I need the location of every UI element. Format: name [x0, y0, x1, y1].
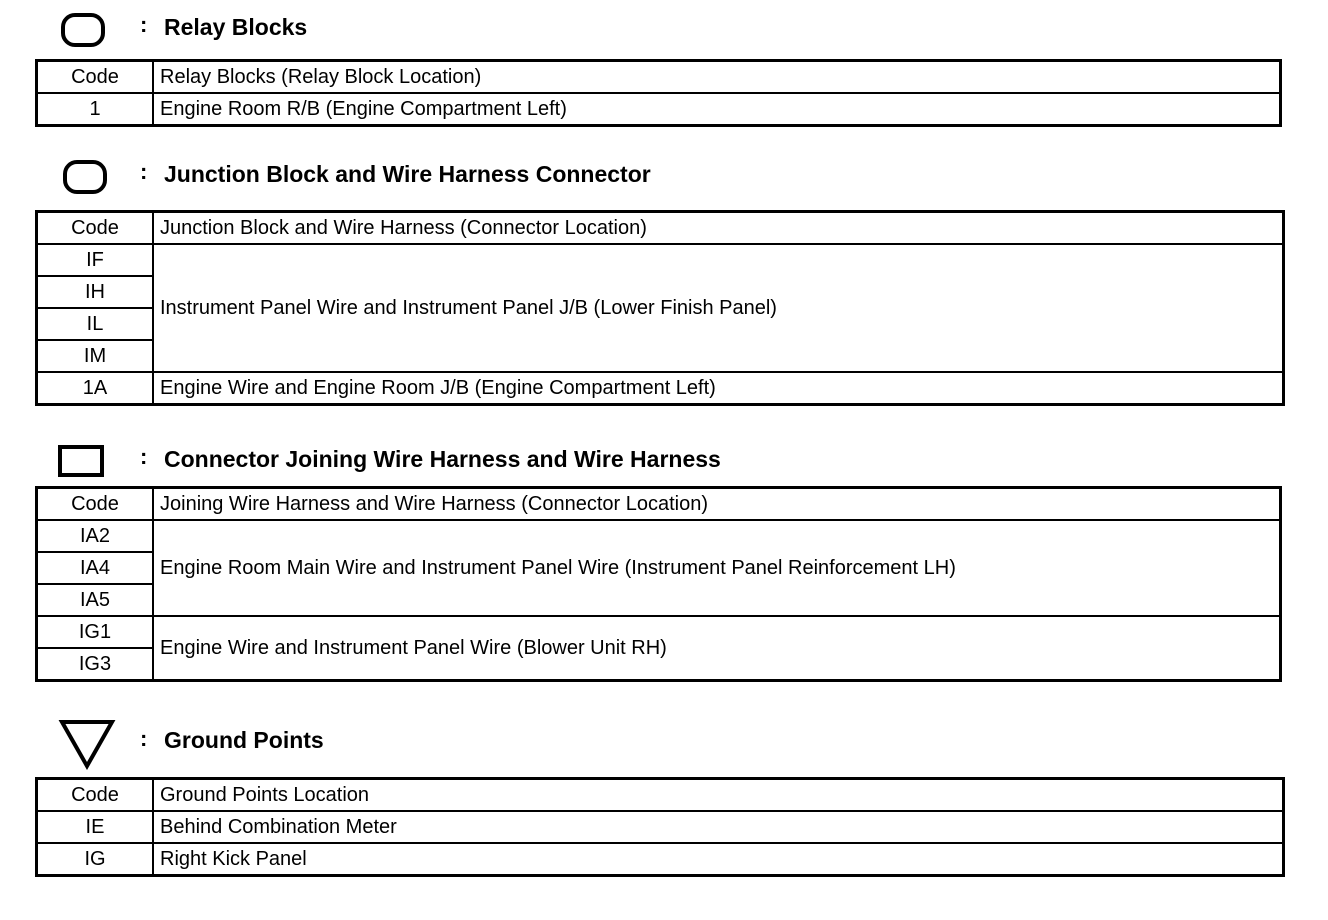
- table-header-row: [37, 61, 1281, 94]
- location-cell: Instrument Panel Wire and Instrument Panel J/B (Lower Finish Panel): [153, 244, 1284, 372]
- table-header-row: [37, 212, 1284, 245]
- colon: :: [140, 726, 148, 751]
- connector-joining-table: [35, 486, 1282, 682]
- code-cell: IM: [37, 340, 154, 372]
- table-row: [37, 244, 1284, 276]
- triangle-down-icon: [58, 718, 116, 770]
- section-relay-blocks-header: [0, 8, 1328, 52]
- code-cell: IH: [37, 276, 154, 308]
- relay-blocks-table: [35, 59, 1282, 127]
- code-cell: IA5: [37, 584, 154, 616]
- code-cell: 1A: [37, 372, 154, 405]
- table-row: [37, 811, 1284, 843]
- colon: :: [140, 444, 148, 469]
- location-cell: Engine Wire and Instrument Panel Wire (Blower Unit RH): [153, 616, 1281, 681]
- code-header: Code: [37, 488, 154, 521]
- code-cell: IG1: [37, 616, 154, 648]
- table-header-row: [37, 488, 1281, 521]
- location-header: Relay Blocks (Relay Block Location): [153, 61, 1281, 94]
- colon: :: [140, 12, 148, 37]
- code-cell: IG3: [37, 648, 154, 681]
- location-header: Ground Points Location: [153, 779, 1284, 812]
- location-cell: Engine Room R/B (Engine Compartment Left): [153, 93, 1281, 126]
- code-cell: IF: [37, 244, 154, 276]
- rounded-rect-icon: [62, 159, 110, 195]
- code-header: Code: [37, 212, 154, 245]
- rectangle-icon: [57, 444, 105, 478]
- code-cell: IE: [37, 811, 154, 843]
- section-title: Relay Blocks: [164, 14, 308, 40]
- section-title: Junction Block and Wire Harness Connector: [164, 161, 651, 187]
- table-row: [37, 843, 1284, 876]
- location-cell: Right Kick Panel: [153, 843, 1284, 876]
- table-row: [37, 616, 1281, 648]
- location-cell: Behind Combination Meter: [153, 811, 1284, 843]
- colon: :: [140, 159, 148, 184]
- location-header: Junction Block and Wire Harness (Connector Location): [153, 212, 1284, 245]
- code-cell: IL: [37, 308, 154, 340]
- table-row: [37, 93, 1281, 126]
- table-row: [37, 520, 1281, 552]
- code-header: Code: [37, 61, 154, 94]
- table-row: [37, 372, 1284, 405]
- section-junction-block-header: [0, 155, 1328, 199]
- location-header: Joining Wire Harness and Wire Harness (Connector Location): [153, 488, 1281, 521]
- code-cell: IG: [37, 843, 154, 876]
- section-connector-joining-header: [0, 438, 1328, 482]
- rounded-rect-icon: [60, 12, 108, 48]
- ground-points-table: [35, 777, 1285, 877]
- code-cell: 1: [37, 93, 154, 126]
- junction-block-table: [35, 210, 1285, 406]
- table-header-row: [37, 779, 1284, 812]
- section-title: Ground Points: [164, 727, 324, 753]
- code-cell: IA2: [37, 520, 154, 552]
- section-ground-points-header: [0, 716, 1328, 772]
- location-cell: Engine Room Main Wire and Instrument Panel Wire (Instrument Panel Reinforcement LH): [153, 520, 1281, 616]
- code-cell: IA4: [37, 552, 154, 584]
- section-title: Connector Joining Wire Harness and Wire Harness: [164, 446, 721, 472]
- code-header: Code: [37, 779, 154, 812]
- location-cell: Engine Wire and Engine Room J/B (Engine Compartment Left): [153, 372, 1284, 405]
